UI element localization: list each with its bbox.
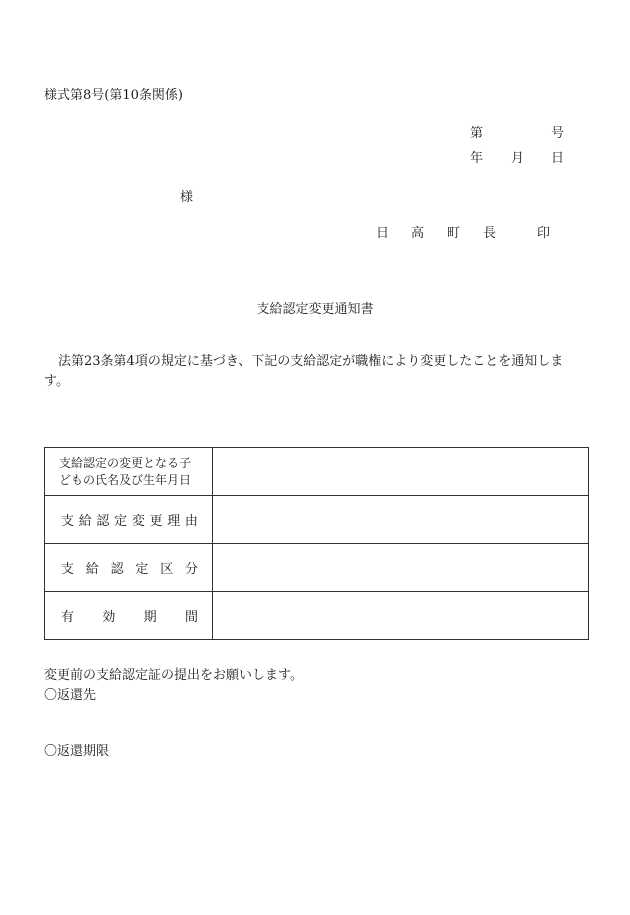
row-value-classification: [213, 544, 589, 592]
issuer-char: 町: [447, 226, 461, 241]
row-value-child-name: [213, 448, 589, 496]
label-char: 理: [167, 514, 181, 529]
label-char: 由: [184, 514, 198, 529]
table-row: [45, 544, 589, 592]
date-line: [470, 147, 570, 165]
label-char: 間: [184, 610, 198, 625]
table-row: [45, 496, 589, 544]
date-month: 月: [511, 151, 525, 166]
label-char: 認: [110, 562, 124, 577]
document-number-prefix: 第: [470, 126, 484, 141]
row-label-validity-period: [61, 606, 198, 625]
label-char: 給: [85, 562, 99, 577]
return-deadline: 〇返還期限: [44, 744, 110, 759]
return-destination: 〇返還先: [44, 688, 97, 703]
addressee-suffix: 様: [180, 190, 194, 205]
date-year: 年: [470, 151, 484, 166]
table-row: [45, 592, 589, 640]
label-char: 定: [114, 514, 128, 529]
seal-mark: 印: [537, 226, 551, 241]
document-title: 支給認定変更通知書: [256, 302, 374, 317]
issuer-char: 日: [376, 226, 390, 241]
label-char: 認: [96, 514, 110, 529]
issuer-line: [376, 222, 556, 240]
label-char: 区: [160, 562, 174, 577]
label-char: 支: [61, 562, 75, 577]
date-day: 日: [551, 151, 565, 166]
issuer-char: 長: [483, 226, 497, 241]
form-number: 様式第8号(第10条関係): [44, 88, 183, 103]
certification-table: [44, 447, 589, 640]
return-request: 変更前の支給認定証の提出をお願いします。: [44, 668, 303, 683]
row-label-child-name: 支給認定の変更となる子どもの氏名及び生年月日: [45, 448, 213, 496]
label-char: 有: [61, 610, 75, 625]
label-char: 給: [78, 514, 92, 529]
row-label-classification: [61, 558, 198, 577]
label-char: 更: [149, 514, 163, 529]
label-char: 効: [102, 610, 116, 625]
row-label-change-reason: [61, 510, 198, 529]
document-number-line: [470, 122, 570, 140]
label-char: 変: [131, 514, 145, 529]
document-number-suffix: 号: [551, 126, 565, 141]
issuer-char: 高: [411, 226, 425, 241]
row-value-change-reason: [213, 496, 589, 544]
label-char: 分: [184, 562, 198, 577]
notice-body: 法第23条第4項の規定に基づき、下記の支給認定が職権により変更したことを通知します。: [44, 354, 564, 389]
table-row: [45, 448, 589, 496]
label-char: 定: [135, 562, 149, 577]
label-char: 期: [143, 610, 157, 625]
label-char: 支: [61, 514, 75, 529]
row-value-validity-period: [213, 592, 589, 640]
